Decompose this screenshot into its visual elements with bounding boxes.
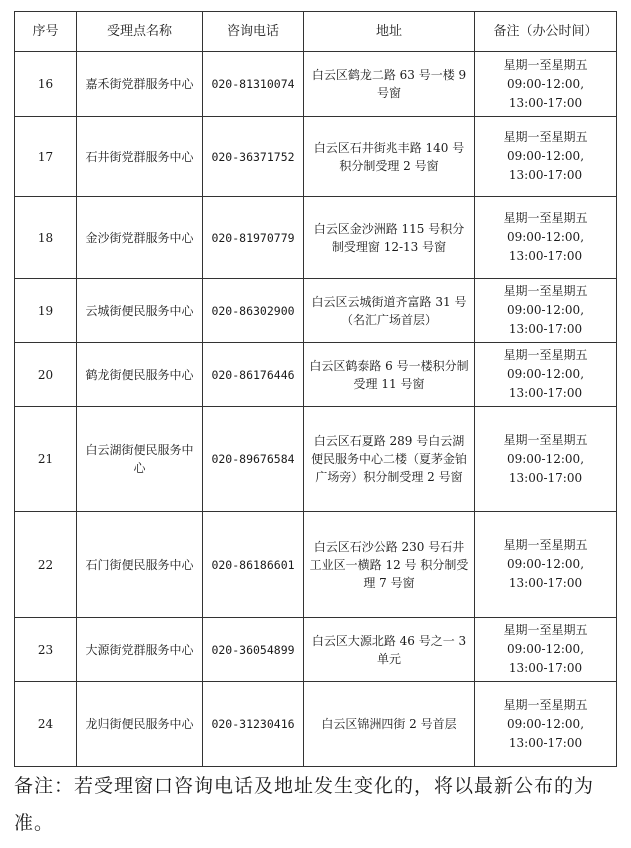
office-hours-line: 星期一至星期五 bbox=[503, 348, 588, 362]
contact-phone: 020-36054899 bbox=[203, 618, 304, 682]
row-number: 16 bbox=[15, 52, 77, 117]
office-hours-line: 13:00-17:00 bbox=[508, 168, 583, 182]
office-hours-line: 星期一至星期五 bbox=[503, 284, 588, 298]
contact-phone: 020-81310074 bbox=[203, 52, 304, 117]
office-hours-line: 13:00-17:00 bbox=[508, 735, 583, 750]
service-points-table bbox=[14, 11, 617, 767]
table-header-row bbox=[15, 12, 617, 52]
office-hours-line: 13:00-17:00 bbox=[508, 661, 583, 675]
footer-remark: 备注：若受理窗口咨询电话及地址发生变化的，将以最新公布的为准。 bbox=[14, 775, 595, 834]
table-row bbox=[15, 197, 617, 279]
office-hours-line: 星期一至星期五 bbox=[503, 130, 588, 144]
office-hours-line: 09:00-12:00, bbox=[506, 642, 585, 656]
office-hours-line: 星期一至星期五 bbox=[503, 538, 588, 552]
office-hours-line: 13:00-17:00 bbox=[508, 576, 583, 590]
header-phone: 咨询电话 bbox=[203, 12, 304, 52]
contact-phone: 020-86186601 bbox=[203, 512, 304, 618]
office-hours bbox=[475, 117, 617, 197]
row-number: 19 bbox=[15, 279, 77, 343]
office-hours-line: 09:00-12:00, bbox=[506, 716, 585, 731]
row-number: 18 bbox=[15, 197, 77, 279]
office-hours-line: 星期一至星期五 bbox=[503, 697, 588, 712]
office-hours-line: 09:00-12:00, bbox=[506, 230, 585, 244]
office-hours-line: 09:00-12:00, bbox=[506, 76, 585, 91]
service-point-name: 云城街便民服务中心 bbox=[77, 279, 203, 343]
office-hours-line: 09:00-12:00, bbox=[506, 451, 585, 466]
header-note: 备注（办公时间） bbox=[475, 12, 617, 52]
contact-phone: 020-86176446 bbox=[203, 343, 304, 407]
table-row bbox=[15, 117, 617, 197]
service-point-address: 白云区石夏路 289 号白云湖便民服务中心二楼（夏茅金铂广场旁）积分制受理 2 号窗 bbox=[304, 407, 475, 512]
office-hours bbox=[475, 52, 617, 117]
row-number: 23 bbox=[15, 618, 77, 682]
office-hours bbox=[475, 279, 617, 343]
service-point-address: 白云区石沙公路 230 号石井工业区一横路 12 号 积分制受理 7 号窗 bbox=[304, 512, 475, 618]
office-hours-line: 13:00-17:00 bbox=[508, 322, 583, 336]
office-hours bbox=[475, 343, 617, 407]
office-hours-line: 星期一至星期五 bbox=[503, 432, 588, 447]
service-point-address: 白云区金沙洲路 115 号积分制受理窗 12-13 号窗 bbox=[304, 197, 475, 279]
office-hours bbox=[475, 682, 617, 767]
office-hours-line: 13:00-17:00 bbox=[508, 470, 583, 485]
service-point-address: 白云区云城街道齐富路 31 号（名汇广场首层） bbox=[304, 279, 475, 343]
office-hours-line: 09:00-12:00, bbox=[506, 557, 585, 571]
service-point-address: 白云区鹤龙二路 63 号一楼 9 号窗 bbox=[304, 52, 475, 117]
service-point-name: 大源街党群服务中心 bbox=[77, 618, 203, 682]
table-row bbox=[15, 618, 617, 682]
table-row bbox=[15, 682, 617, 767]
office-hours-line: 星期一至星期五 bbox=[503, 623, 588, 637]
service-point-name: 龙归街便民服务中心 bbox=[77, 682, 203, 767]
contact-phone: 020-81970779 bbox=[203, 197, 304, 279]
table-row bbox=[15, 407, 617, 512]
office-hours bbox=[475, 407, 617, 512]
service-point-address: 白云区锦洲四街 2 号首层 bbox=[304, 682, 475, 767]
contact-phone: 020-36371752 bbox=[203, 117, 304, 197]
row-number: 24 bbox=[15, 682, 77, 767]
office-hours bbox=[475, 197, 617, 279]
header-name: 受理点名称 bbox=[77, 12, 203, 52]
contact-phone: 020-86302900 bbox=[203, 279, 304, 343]
service-point-name: 鹤龙街便民服务中心 bbox=[77, 343, 203, 407]
service-point-address: 白云区石井街兆丰路 140 号积分制受理 2 号窗 bbox=[304, 117, 475, 197]
office-hours bbox=[475, 512, 617, 618]
header-no: 序号 bbox=[15, 12, 77, 52]
service-point-address: 白云区大源北路 46 号之一 3 单元 bbox=[304, 618, 475, 682]
service-point-name: 白云湖街便民服务中心 bbox=[77, 407, 203, 512]
office-hours-line: 13:00-17:00 bbox=[508, 249, 583, 263]
office-hours-line: 13:00-17:00 bbox=[508, 95, 583, 110]
table-row bbox=[15, 343, 617, 407]
office-hours-line: 13:00-17:00 bbox=[508, 386, 583, 400]
service-point-name: 金沙街党群服务中心 bbox=[77, 197, 203, 279]
office-hours-line: 星期一至星期五 bbox=[503, 211, 588, 225]
service-point-name: 石门街便民服务中心 bbox=[77, 512, 203, 618]
contact-phone: 020-89676584 bbox=[203, 407, 304, 512]
contact-phone: 020-31230416 bbox=[203, 682, 304, 767]
row-number: 21 bbox=[15, 407, 77, 512]
office-hours-line: 09:00-12:00, bbox=[506, 367, 585, 381]
table-row bbox=[15, 279, 617, 343]
header-address: 地址 bbox=[304, 12, 475, 52]
office-hours-line: 09:00-12:00, bbox=[506, 149, 585, 163]
row-number: 17 bbox=[15, 117, 77, 197]
office-hours-line: 星期一至星期五 bbox=[503, 57, 588, 72]
office-hours-line: 09:00-12:00, bbox=[506, 303, 585, 317]
service-point-address: 白云区鹤泰路 6 号一楼积分制受理 11 号窗 bbox=[304, 343, 475, 407]
table-row bbox=[15, 512, 617, 618]
row-number: 22 bbox=[15, 512, 77, 618]
office-hours bbox=[475, 618, 617, 682]
service-point-name: 石井街党群服务中心 bbox=[77, 117, 203, 197]
row-number: 20 bbox=[15, 343, 77, 407]
service-point-name: 嘉禾街党群服务中心 bbox=[77, 52, 203, 117]
table-row bbox=[15, 52, 617, 117]
